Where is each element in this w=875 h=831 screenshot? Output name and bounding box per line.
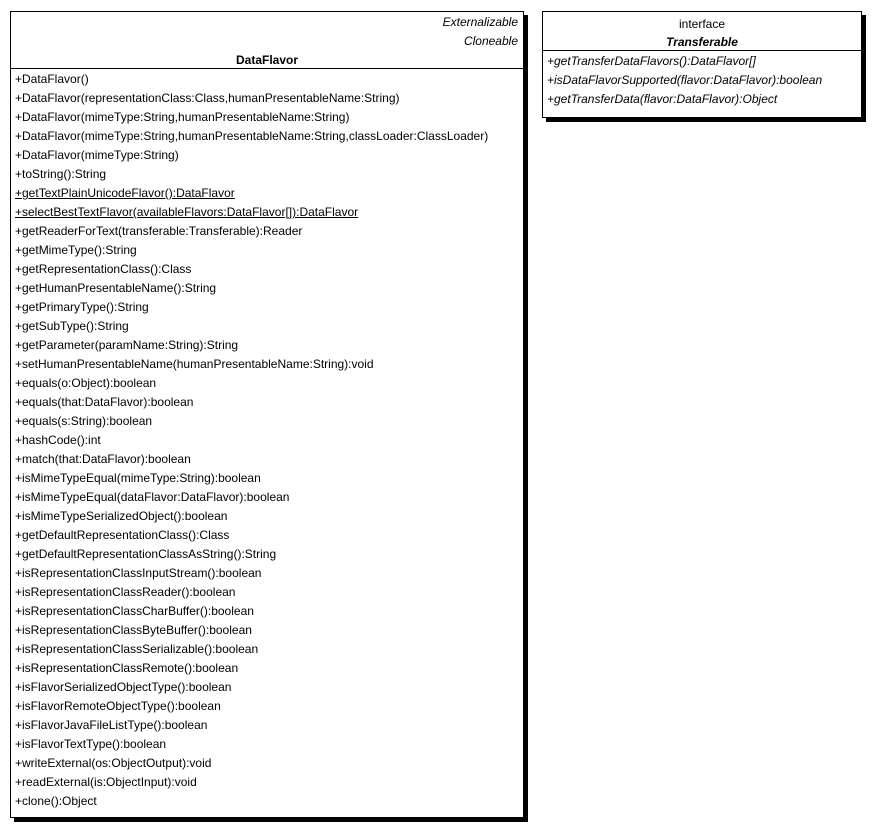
method-row: +setHumanPresentableName(humanPresentableName:String):void [15, 357, 374, 371]
method-row: +isRepresentationClassCharBuffer():boolean [15, 604, 254, 618]
method-row: +isRepresentationClassByteBuffer():boolean [15, 623, 252, 637]
method-row: +isRepresentationClassReader():boolean [15, 585, 236, 599]
method-row: +getPrimaryType():String [15, 300, 149, 314]
method-row: +equals(s:String):boolean [15, 414, 153, 428]
transferable-header [543, 12, 861, 51]
interface-method-row: +getTransferDataFlavors():DataFlavor[] [547, 54, 756, 68]
method-row: +DataFlavor() [15, 72, 89, 86]
method-row: +isRepresentationClassInputStream():boolean [15, 566, 262, 580]
method-row: +getDefaultRepresentationClass():Class [15, 528, 230, 542]
dataflavor-class-box[interactable] [10, 11, 524, 818]
method-row: +isFlavorRemoteObjectType():boolean [15, 699, 221, 713]
method-row: +clone():Object [15, 794, 97, 808]
method-row: +getReaderForText(transferable:Transferable):Reader [15, 224, 303, 238]
method-row: +equals(o:Object):boolean [15, 376, 157, 390]
interface-name: Transferable [666, 35, 738, 49]
method-row: +getDefaultRepresentationClassAsString():String [15, 547, 277, 561]
method-row: +getSubType():String [15, 319, 129, 333]
method-row: +equals(that:DataFlavor):boolean [15, 395, 194, 409]
method-row: +selectBestTextFlavor(availableFlavors:DataFlavor[]):DataFlavor [15, 205, 359, 219]
method-row: +isMimeTypeEqual(mimeType:String):boolean [15, 471, 261, 485]
method-row: +DataFlavor(mimeType:String) [15, 148, 179, 162]
interface-method-row: +isDataFlavorSupported(flavor:DataFlavor):boolean [547, 73, 823, 87]
class-name: DataFlavor [235, 53, 299, 67]
method-row: +isFlavorTextType():boolean [15, 737, 167, 751]
method-row: +readExternal(is:ObjectInput):void [15, 775, 197, 789]
dataflavor-methods [11, 69, 523, 811]
method-row: +getRepresentationClass():Class [15, 262, 192, 276]
interface-keyword: interface [678, 17, 726, 31]
method-row: +isRepresentationClassSerializable():boolean [15, 642, 259, 656]
method-row: +getHumanPresentableName():String [15, 281, 217, 295]
stereotype-cloneable: Cloneable [463, 34, 518, 48]
method-row: +DataFlavor(mimeType:String,humanPresentableName:String,classLoader:ClassLoader) [15, 129, 489, 143]
dataflavor-header [11, 12, 523, 69]
method-row: +match(that:DataFlavor):boolean [15, 452, 191, 466]
method-row: +toString():String [15, 167, 107, 181]
method-row: +isFlavorJavaFileListType():boolean [15, 718, 208, 732]
method-row: +isMimeTypeEqual(dataFlavor:DataFlavor):boolean [15, 490, 290, 504]
method-row: +writeExternal(os:ObjectOutput):void [15, 756, 212, 770]
interface-method-row: +getTransferData(flavor:DataFlavor):Object [547, 92, 778, 106]
transferable-interface-box[interactable] [542, 11, 862, 118]
method-row: +hashCode():int [15, 433, 101, 447]
method-row: +isRepresentationClassRemote():boolean [15, 661, 239, 675]
method-row: +DataFlavor(mimeType:String,humanPresentableName:String) [15, 110, 350, 124]
method-row: +getTextPlainUnicodeFlavor():DataFlavor [15, 186, 235, 200]
method-row: +getMimeType():String [15, 243, 137, 257]
method-row: +DataFlavor(representationClass:Class,humanPresentableName:String) [15, 91, 400, 105]
method-row: +isFlavorSerializedObjectType():boolean [15, 680, 232, 694]
method-row: +getParameter(paramName:String):String [15, 338, 239, 352]
stereotype-externalizable: Externalizable [442, 15, 518, 29]
method-row: +isMimeTypeSerializedObject():boolean [15, 509, 228, 523]
transferable-methods [543, 51, 861, 109]
